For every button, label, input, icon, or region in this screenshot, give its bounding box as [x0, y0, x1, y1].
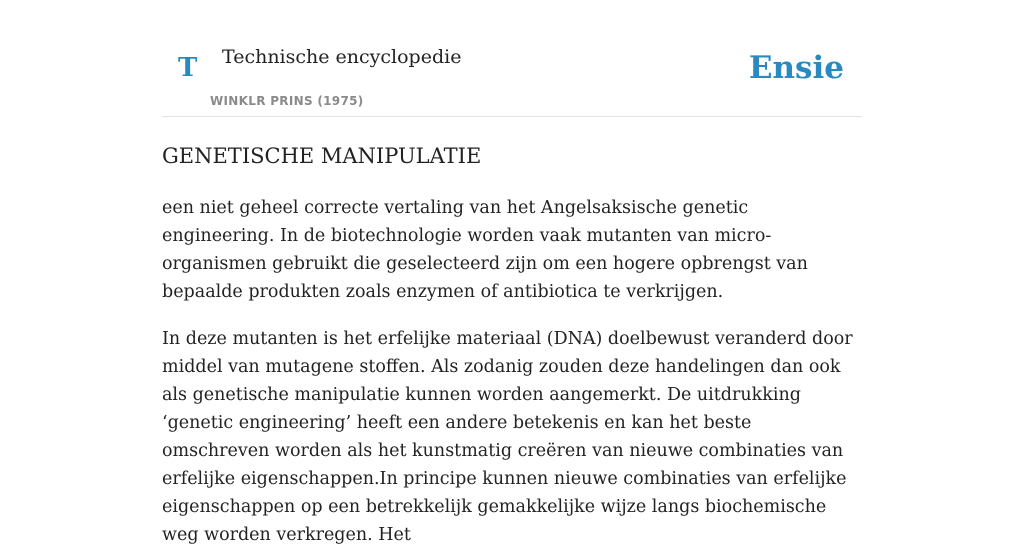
article-paragraph: In deze mutanten is het erfelijke materiaal (DNA) doelbewust veranderd door middel van mutagene stoffen. Als zodanig zouden deze handelingen dan ook als genetische manipulatie kunnen worden aangemerkt. De uitdrukking ‘genetic engineering’ heeft een andere betekenis en kan het beste omschreven worden als het kunstmatig creëren van nieuwe combinaties van erfelijke eigenschappen.In principe kunnen nieuwe combinaties van erfelijke eigenschappen op een betrekkelijk gemakkelijke wijze langs biochemische weg worden verkregen. Het: [162, 329, 853, 546]
source-label: WINKLR PRINS (1975): [210, 94, 364, 108]
article-paragraph: een niet geheel correcte vertaling van het Angelsaksische genetic engineering. In de biotechnologie worden vaak mutanten van micro-organismen gebruikt die geselecteerd zijn om een hogere opbrengst van bepaalde produkten zoals enzymen of antibiotica te verkrijgen.: [162, 198, 808, 303]
article-title: GENETISCHE MANIPULATIE: [162, 144, 482, 168]
article-page: [162, 0, 862, 549]
encyclopedia-title[interactable]: Technische encyclopedie: [222, 46, 462, 68]
category-logo[interactable]: T: [178, 53, 198, 83]
page-header: [162, 0, 862, 117]
brand-logo[interactable]: Ensie: [748, 50, 844, 86]
